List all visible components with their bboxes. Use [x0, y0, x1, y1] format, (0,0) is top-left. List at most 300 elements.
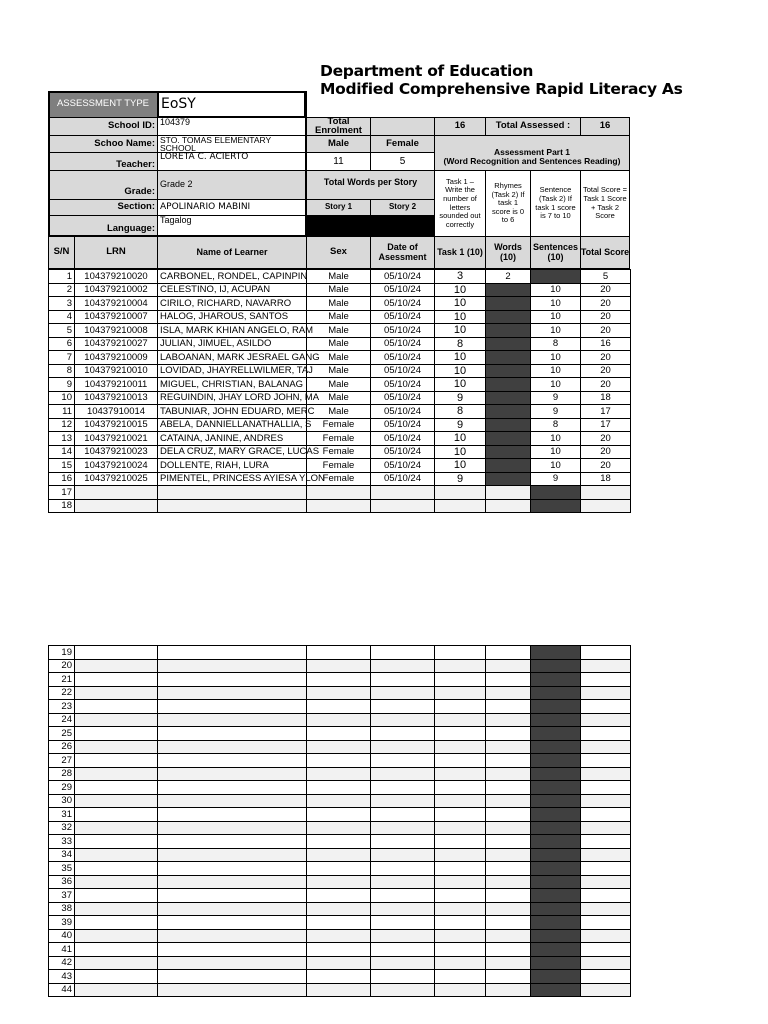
empty-cell[interactable]: [307, 727, 371, 741]
sex-cell[interactable]: Female: [307, 445, 371, 459]
empty-cell[interactable]: [371, 862, 435, 876]
empty-cell[interactable]: [158, 781, 307, 795]
sentences-cell[interactable]: 10: [531, 351, 581, 365]
sentences-cell[interactable]: 10: [531, 459, 581, 473]
empty-cell[interactable]: [435, 983, 486, 997]
empty-cell[interactable]: [371, 956, 435, 970]
sex-cell[interactable]: Male: [307, 324, 371, 338]
empty-cell[interactable]: [158, 686, 307, 700]
empty-cell[interactable]: [371, 754, 435, 768]
sex-cell[interactable]: Female: [307, 459, 371, 473]
empty-cell[interactable]: [435, 781, 486, 795]
learner-name-cell[interactable]: [158, 486, 307, 500]
empty-cell[interactable]: [531, 929, 581, 943]
empty-cell[interactable]: [158, 673, 307, 687]
empty-cell[interactable]: [486, 956, 531, 970]
empty-cell[interactable]: [371, 983, 435, 997]
empty-cell[interactable]: [75, 754, 158, 768]
learner-name-cell[interactable]: ISLA, MARK KHIAN ANGELO, RAM: [158, 324, 307, 338]
empty-cell[interactable]: [435, 916, 486, 930]
empty-cell[interactable]: [486, 929, 531, 943]
empty-cell[interactable]: [371, 781, 435, 795]
empty-cell[interactable]: [307, 902, 371, 916]
empty-cell[interactable]: [435, 659, 486, 673]
empty-cell[interactable]: [307, 956, 371, 970]
empty-cell[interactable]: [158, 916, 307, 930]
task1-cell[interactable]: [435, 499, 486, 513]
empty-cell[interactable]: [371, 835, 435, 849]
empty-cell[interactable]: [531, 835, 581, 849]
empty-cell[interactable]: [158, 862, 307, 876]
empty-cell[interactable]: [581, 943, 631, 957]
words-cell[interactable]: [486, 364, 531, 378]
lrn-cell[interactable]: 104379210010: [75, 364, 158, 378]
empty-cell[interactable]: [75, 700, 158, 714]
empty-cell[interactable]: [158, 646, 307, 660]
empty-cell[interactable]: [75, 848, 158, 862]
sex-cell[interactable]: Male: [307, 310, 371, 324]
empty-cell[interactable]: [435, 970, 486, 984]
date-cell[interactable]: 05/10/24: [371, 364, 435, 378]
empty-cell[interactable]: [435, 673, 486, 687]
empty-cell[interactable]: [307, 700, 371, 714]
empty-cell[interactable]: [486, 970, 531, 984]
empty-cell[interactable]: [158, 983, 307, 997]
learner-name-cell[interactable]: PIMENTEL, PRINCESS AYIESA YLON: [158, 472, 307, 486]
lrn-cell[interactable]: 104379210011: [75, 378, 158, 392]
empty-cell[interactable]: [531, 686, 581, 700]
task1-cell[interactable]: 10: [435, 351, 486, 365]
total-score-cell[interactable]: 20: [581, 459, 631, 473]
total-score-cell[interactable]: 5: [581, 270, 631, 284]
sentences-cell[interactable]: 9: [531, 391, 581, 405]
lrn-cell[interactable]: 104379210002: [75, 283, 158, 297]
empty-cell[interactable]: [531, 767, 581, 781]
sex-cell[interactable]: Male: [307, 283, 371, 297]
empty-cell[interactable]: [581, 700, 631, 714]
empty-cell[interactable]: [307, 835, 371, 849]
empty-cell[interactable]: [486, 835, 531, 849]
empty-cell[interactable]: [75, 821, 158, 835]
lrn-cell[interactable]: 104379210023: [75, 445, 158, 459]
learner-name-cell[interactable]: TABUNIAR, JOHN EDUARD, MERC: [158, 405, 307, 419]
empty-cell[interactable]: [371, 808, 435, 822]
words-cell[interactable]: [486, 391, 531, 405]
empty-cell[interactable]: [531, 659, 581, 673]
empty-cell[interactable]: [581, 983, 631, 997]
empty-cell[interactable]: [531, 794, 581, 808]
empty-cell[interactable]: [75, 983, 158, 997]
task1-cell[interactable]: 10: [435, 445, 486, 459]
empty-cell[interactable]: [158, 835, 307, 849]
learner-name-cell[interactable]: LABOANAN, MARK JESRAEL GANG: [158, 351, 307, 365]
empty-cell[interactable]: [435, 794, 486, 808]
total-score-cell[interactable]: 20: [581, 324, 631, 338]
empty-cell[interactable]: [581, 767, 631, 781]
empty-cell[interactable]: [435, 767, 486, 781]
empty-cell[interactable]: [486, 875, 531, 889]
empty-cell[interactable]: [531, 956, 581, 970]
empty-cell[interactable]: [371, 646, 435, 660]
empty-cell[interactable]: [486, 916, 531, 930]
empty-cell[interactable]: [581, 956, 631, 970]
empty-cell[interactable]: [158, 659, 307, 673]
empty-cell[interactable]: [435, 754, 486, 768]
learner-name-cell[interactable]: JULIAN, JIMUEL, ASILDO: [158, 337, 307, 351]
empty-cell[interactable]: [371, 686, 435, 700]
empty-cell[interactable]: [158, 754, 307, 768]
learner-name-cell[interactable]: REGUINDIN, JHAY LORD JOHN, MA: [158, 391, 307, 405]
total-score-cell[interactable]: 16: [581, 337, 631, 351]
empty-cell[interactable]: [307, 808, 371, 822]
learner-name-cell[interactable]: CATAINA, JANINE, ANDRES: [158, 432, 307, 446]
empty-cell[interactable]: [158, 727, 307, 741]
task1-cell[interactable]: 10: [435, 364, 486, 378]
section-value[interactable]: APOLINARIO MABINI: [157, 199, 306, 216]
empty-cell[interactable]: [158, 848, 307, 862]
sex-cell[interactable]: Female: [307, 418, 371, 432]
empty-cell[interactable]: [486, 821, 531, 835]
empty-cell[interactable]: [581, 916, 631, 930]
empty-cell[interactable]: [158, 700, 307, 714]
empty-cell[interactable]: [371, 700, 435, 714]
words-cell[interactable]: [486, 418, 531, 432]
empty-cell[interactable]: [371, 659, 435, 673]
total-score-cell[interactable]: 18: [581, 391, 631, 405]
lrn-cell[interactable]: 104379210004: [75, 297, 158, 311]
empty-cell[interactable]: [75, 646, 158, 660]
sentences-cell[interactable]: 10: [531, 432, 581, 446]
empty-cell[interactable]: [581, 673, 631, 687]
empty-cell[interactable]: [307, 848, 371, 862]
learner-name-cell[interactable]: CIRILO, RICHARD, NAVARRO: [158, 297, 307, 311]
empty-cell[interactable]: [435, 821, 486, 835]
empty-cell[interactable]: [531, 943, 581, 957]
empty-cell[interactable]: [435, 862, 486, 876]
empty-cell[interactable]: [75, 659, 158, 673]
lrn-cell[interactable]: 104379210021: [75, 432, 158, 446]
task1-cell[interactable]: 9: [435, 418, 486, 432]
empty-cell[interactable]: [75, 794, 158, 808]
words-cell[interactable]: [486, 405, 531, 419]
date-cell[interactable]: 05/10/24: [371, 378, 435, 392]
learner-name-cell[interactable]: CARBONEL, RONDEL, CAPINPIN: [158, 270, 307, 284]
total-score-cell[interactable]: 20: [581, 283, 631, 297]
sex-cell[interactable]: [307, 499, 371, 513]
empty-cell[interactable]: [531, 808, 581, 822]
learner-name-cell[interactable]: [158, 499, 307, 513]
empty-cell[interactable]: [435, 848, 486, 862]
empty-cell[interactable]: [435, 700, 486, 714]
date-cell[interactable]: [371, 486, 435, 500]
total-score-cell[interactable]: 20: [581, 351, 631, 365]
empty-cell[interactable]: [581, 808, 631, 822]
empty-cell[interactable]: [158, 889, 307, 903]
empty-cell[interactable]: [435, 929, 486, 943]
empty-cell[interactable]: [371, 713, 435, 727]
empty-cell[interactable]: [581, 740, 631, 754]
lrn-cell[interactable]: [75, 499, 158, 513]
task1-cell[interactable]: 10: [435, 432, 486, 446]
empty-cell[interactable]: [486, 713, 531, 727]
empty-cell[interactable]: [158, 902, 307, 916]
sentences-cell[interactable]: 10: [531, 364, 581, 378]
assessment-type-value[interactable]: EoSY: [157, 91, 306, 118]
sex-cell[interactable]: Female: [307, 472, 371, 486]
empty-cell[interactable]: [486, 659, 531, 673]
empty-cell[interactable]: [158, 970, 307, 984]
learner-name-cell[interactable]: HALOG, JHAROUS, SANTOS: [158, 310, 307, 324]
lrn-cell[interactable]: 104379210025: [75, 472, 158, 486]
empty-cell[interactable]: [307, 875, 371, 889]
date-cell[interactable]: 05/10/24: [371, 432, 435, 446]
empty-cell[interactable]: [158, 943, 307, 957]
date-cell[interactable]: 05/10/24: [371, 459, 435, 473]
sex-cell[interactable]: Male: [307, 364, 371, 378]
empty-cell[interactable]: [75, 673, 158, 687]
empty-cell[interactable]: [486, 902, 531, 916]
date-cell[interactable]: 05/10/24: [371, 391, 435, 405]
total-score-cell[interactable]: 20: [581, 310, 631, 324]
total-score-cell[interactable]: 17: [581, 405, 631, 419]
learner-name-cell[interactable]: LOVIDAD, JHAYRELLWILMER, TAJ: [158, 364, 307, 378]
total-score-cell[interactable]: [581, 486, 631, 500]
empty-cell[interactable]: [371, 767, 435, 781]
sentences-cell[interactable]: [531, 270, 581, 284]
sex-cell[interactable]: Male: [307, 405, 371, 419]
empty-cell[interactable]: [531, 916, 581, 930]
empty-cell[interactable]: [531, 970, 581, 984]
learner-name-cell[interactable]: CELESTINO, IJ, ACUPAN: [158, 283, 307, 297]
empty-cell[interactable]: [486, 754, 531, 768]
empty-cell[interactable]: [581, 902, 631, 916]
empty-cell[interactable]: [307, 646, 371, 660]
sentences-cell[interactable]: 10: [531, 445, 581, 459]
empty-cell[interactable]: [581, 781, 631, 795]
empty-cell[interactable]: [581, 889, 631, 903]
task1-cell[interactable]: 10: [435, 378, 486, 392]
empty-cell[interactable]: [486, 983, 531, 997]
empty-cell[interactable]: [307, 740, 371, 754]
empty-cell[interactable]: [435, 646, 486, 660]
empty-cell[interactable]: [307, 821, 371, 835]
words-cell[interactable]: [486, 499, 531, 513]
empty-cell[interactable]: [158, 808, 307, 822]
empty-cell[interactable]: [531, 862, 581, 876]
lrn-cell[interactable]: [75, 486, 158, 500]
empty-cell[interactable]: [371, 943, 435, 957]
school-name-value[interactable]: STO. TOMAS ELEMENTARY SCHOOL: [157, 135, 306, 153]
empty-cell[interactable]: [486, 794, 531, 808]
empty-cell[interactable]: [581, 862, 631, 876]
empty-cell[interactable]: [581, 848, 631, 862]
empty-cell[interactable]: [371, 916, 435, 930]
sentences-cell[interactable]: 10: [531, 283, 581, 297]
empty-cell[interactable]: [581, 646, 631, 660]
empty-cell[interactable]: [307, 943, 371, 957]
empty-cell[interactable]: [435, 713, 486, 727]
words-cell[interactable]: [486, 324, 531, 338]
empty-cell[interactable]: [531, 848, 581, 862]
empty-cell[interactable]: [435, 902, 486, 916]
empty-cell[interactable]: [307, 983, 371, 997]
date-cell[interactable]: 05/10/24: [371, 283, 435, 297]
empty-cell[interactable]: [158, 929, 307, 943]
empty-cell[interactable]: [531, 740, 581, 754]
empty-cell[interactable]: [581, 970, 631, 984]
empty-cell[interactable]: [75, 970, 158, 984]
empty-cell[interactable]: [307, 794, 371, 808]
total-score-cell[interactable]: 17: [581, 418, 631, 432]
empty-cell[interactable]: [531, 983, 581, 997]
task1-cell[interactable]: 10: [435, 297, 486, 311]
empty-cell[interactable]: [158, 956, 307, 970]
empty-cell[interactable]: [75, 740, 158, 754]
empty-cell[interactable]: [531, 713, 581, 727]
empty-cell[interactable]: [531, 646, 581, 660]
empty-cell[interactable]: [307, 767, 371, 781]
sentences-cell[interactable]: 8: [531, 418, 581, 432]
empty-cell[interactable]: [307, 970, 371, 984]
empty-cell[interactable]: [371, 902, 435, 916]
empty-cell[interactable]: [158, 794, 307, 808]
empty-cell[interactable]: [75, 916, 158, 930]
empty-cell[interactable]: [486, 862, 531, 876]
task1-cell[interactable]: [435, 486, 486, 500]
empty-cell[interactable]: [75, 808, 158, 822]
empty-cell[interactable]: [307, 659, 371, 673]
empty-cell[interactable]: [75, 767, 158, 781]
sentences-cell[interactable]: 10: [531, 297, 581, 311]
words-cell[interactable]: [486, 486, 531, 500]
sex-cell[interactable]: Male: [307, 378, 371, 392]
empty-cell[interactable]: [307, 862, 371, 876]
words-cell[interactable]: [486, 310, 531, 324]
empty-cell[interactable]: [75, 862, 158, 876]
date-cell[interactable]: 05/10/24: [371, 324, 435, 338]
total-score-cell[interactable]: 20: [581, 364, 631, 378]
lrn-cell[interactable]: 104379210024: [75, 459, 158, 473]
empty-cell[interactable]: [486, 943, 531, 957]
empty-cell[interactable]: [371, 673, 435, 687]
sex-cell[interactable]: Male: [307, 337, 371, 351]
date-cell[interactable]: [371, 499, 435, 513]
empty-cell[interactable]: [371, 794, 435, 808]
words-cell[interactable]: [486, 351, 531, 365]
sentences-cell[interactable]: 9: [531, 472, 581, 486]
empty-cell[interactable]: [158, 740, 307, 754]
words-cell[interactable]: [486, 297, 531, 311]
empty-cell[interactable]: [581, 794, 631, 808]
empty-cell[interactable]: [531, 781, 581, 795]
total-score-cell[interactable]: [581, 499, 631, 513]
empty-cell[interactable]: [531, 821, 581, 835]
empty-cell[interactable]: [371, 970, 435, 984]
empty-cell[interactable]: [531, 889, 581, 903]
date-cell[interactable]: 05/10/24: [371, 472, 435, 486]
empty-cell[interactable]: [435, 686, 486, 700]
empty-cell[interactable]: [486, 781, 531, 795]
task1-cell[interactable]: 9: [435, 391, 486, 405]
empty-cell[interactable]: [75, 929, 158, 943]
school-id-value[interactable]: 104379: [157, 117, 306, 136]
empty-cell[interactable]: [581, 835, 631, 849]
total-score-cell[interactable]: 18: [581, 472, 631, 486]
empty-cell[interactable]: [581, 754, 631, 768]
task1-cell[interactable]: 10: [435, 459, 486, 473]
words-cell[interactable]: [486, 378, 531, 392]
lrn-cell[interactable]: 104379210007: [75, 310, 158, 324]
empty-cell[interactable]: [75, 713, 158, 727]
empty-cell[interactable]: [581, 875, 631, 889]
empty-cell[interactable]: [531, 754, 581, 768]
total-score-cell[interactable]: 20: [581, 378, 631, 392]
sex-cell[interactable]: Male: [307, 351, 371, 365]
learner-name-cell[interactable]: DOLLENTE, RIAH, LURA: [158, 459, 307, 473]
words-cell[interactable]: [486, 472, 531, 486]
grade-value[interactable]: Grade 2: [157, 170, 306, 200]
empty-cell[interactable]: [307, 673, 371, 687]
empty-cell[interactable]: [307, 686, 371, 700]
sex-cell[interactable]: Male: [307, 270, 371, 284]
task1-cell[interactable]: 8: [435, 405, 486, 419]
task1-cell[interactable]: 10: [435, 324, 486, 338]
learner-name-cell[interactable]: ABELA, DANNIELLANATHALLIA, S: [158, 418, 307, 432]
empty-cell[interactable]: [371, 929, 435, 943]
sex-cell[interactable]: Male: [307, 391, 371, 405]
empty-cell[interactable]: [75, 875, 158, 889]
sex-cell[interactable]: Male: [307, 297, 371, 311]
task1-cell[interactable]: 3: [435, 270, 486, 284]
learner-name-cell[interactable]: MIGUEL, CHRISTIAN, BALANAG: [158, 378, 307, 392]
empty-cell[interactable]: [75, 943, 158, 957]
empty-cell[interactable]: [531, 673, 581, 687]
empty-cell[interactable]: [435, 889, 486, 903]
empty-cell[interactable]: [75, 686, 158, 700]
words-cell[interactable]: [486, 445, 531, 459]
total-score-cell[interactable]: 20: [581, 445, 631, 459]
empty-cell[interactable]: [158, 713, 307, 727]
empty-cell[interactable]: [531, 727, 581, 741]
empty-cell[interactable]: [307, 916, 371, 930]
sex-cell[interactable]: [307, 486, 371, 500]
empty-cell[interactable]: [307, 781, 371, 795]
empty-cell[interactable]: [486, 767, 531, 781]
empty-cell[interactable]: [75, 835, 158, 849]
empty-cell[interactable]: [75, 956, 158, 970]
words-cell[interactable]: [486, 283, 531, 297]
empty-cell[interactable]: [531, 902, 581, 916]
empty-cell[interactable]: [486, 889, 531, 903]
date-cell[interactable]: 05/10/24: [371, 337, 435, 351]
lrn-cell[interactable]: 104379210020: [75, 270, 158, 284]
learner-name-cell[interactable]: DELA CRUZ, MARY GRACE, LUCAS: [158, 445, 307, 459]
empty-cell[interactable]: [307, 754, 371, 768]
empty-cell[interactable]: [75, 889, 158, 903]
empty-cell[interactable]: [486, 673, 531, 687]
empty-cell[interactable]: [486, 808, 531, 822]
lrn-cell[interactable]: 10437910014: [75, 405, 158, 419]
task1-cell[interactable]: 10: [435, 283, 486, 297]
empty-cell[interactable]: [435, 727, 486, 741]
sex-cell[interactable]: Female: [307, 432, 371, 446]
empty-cell[interactable]: [581, 727, 631, 741]
words-cell[interactable]: [486, 337, 531, 351]
task1-cell[interactable]: 8: [435, 337, 486, 351]
empty-cell[interactable]: [435, 956, 486, 970]
date-cell[interactable]: 05/10/24: [371, 445, 435, 459]
words-cell[interactable]: 2: [486, 270, 531, 284]
